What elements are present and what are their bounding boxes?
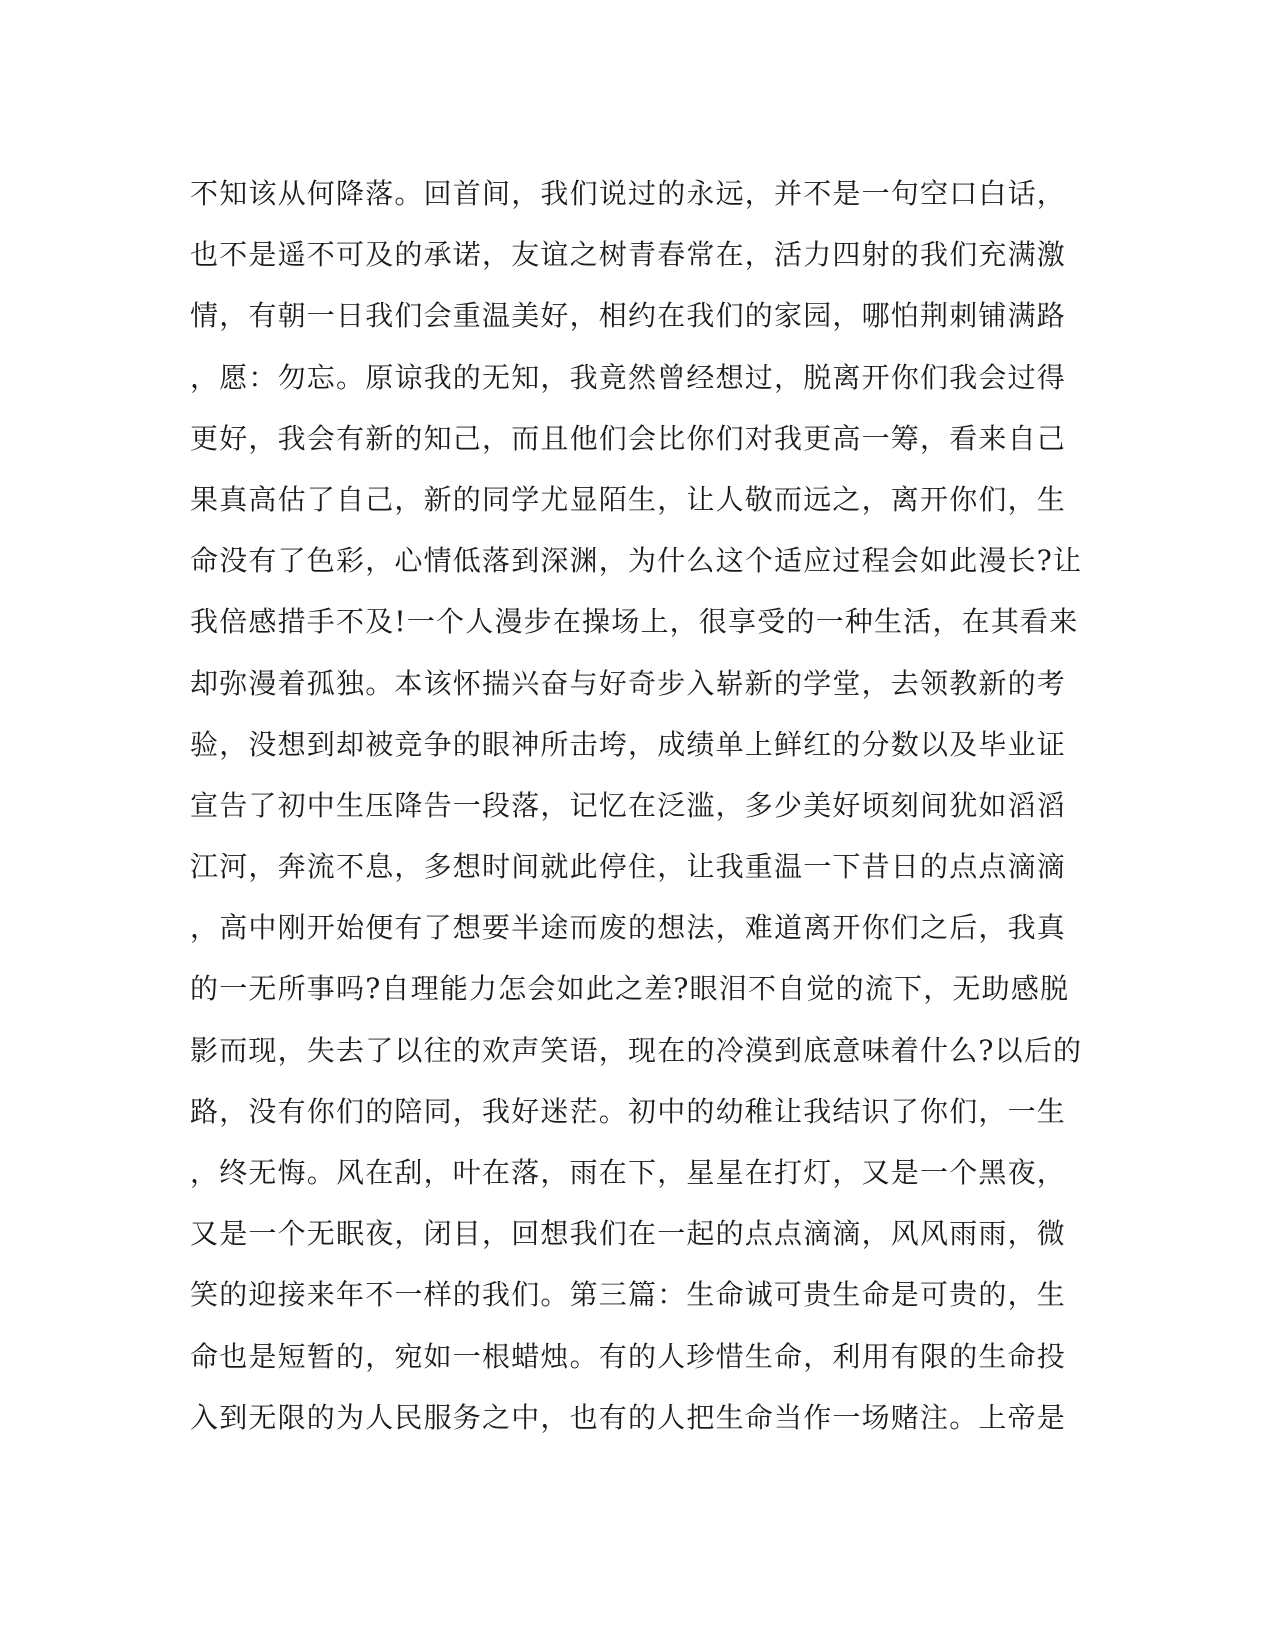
text-line: 路，没有你们的陪同，我好迷茫。初中的幼稚让我结识了你们，一生 [190, 1094, 1067, 1128]
text-line: ，愿：勿忘。原谅我的无知，我竟然曾经想过，脱离开你们我会过得 [190, 360, 1067, 394]
text-line: 验，没想到却被竞争的眼神所击垮，成绩单上鲜红的分数以及毕业证 [190, 727, 1067, 761]
text-line: ，高中刚开始便有了想要半途而废的想法，难道离开你们之后，我真 [190, 911, 1067, 945]
text-line: 也不是遥不可及的承诺，友谊之树青春常在，活力四射的我们充满激 [190, 238, 1067, 272]
text-line: 我倍感措手不及!一个人漫步在操场上，很享受的一种生活，在其看来 [190, 605, 1079, 639]
text-line: 命也是短暂的，宛如一根蜡烛。有的人珍惜生命，利用有限的生命投 [190, 1339, 1067, 1373]
text-line: 入到无限的为人民服务之中，也有的人把生命当作一场赌注。上帝是 [190, 1400, 1067, 1434]
text-line: 江河，奔流不息，多想时间就此停住，让我重温一下昔日的点点滴滴 [190, 850, 1067, 884]
text-line: ，终无悔。风在刮，叶在落，雨在下，星星在打灯，又是一个黑夜， [190, 1156, 1067, 1189]
text-line: 不知该从何降落。回首间，我们说过的永远，并不是一句空口白话， [190, 177, 1067, 210]
text-line: 更好，我会有新的知己，而且他们会比你们对我更高一筹，看来自己 [190, 421, 1067, 455]
text-line: 又是一个无眠夜，闭目，回想我们在一起的点点滴滴，风风雨雨，微 [190, 1217, 1067, 1251]
text-line: 的一无所事吗?自理能力怎会如此之差?眼泪不自觉的流下，无助感脱 [190, 972, 1070, 1006]
text-line: 影而现，失去了以往的欢声笑语，现在的冷漠到底意味着什么?以后的 [190, 1033, 1083, 1067]
text-line: 果真高估了自己，新的同学尤显陌生，让人敬而远之，离开你们，生 [190, 482, 1067, 516]
text-line: 宣告了初中生压降告一段落，记忆在泛滥，多少美好顷刻间犹如滔滔 [190, 788, 1067, 822]
text-line: 却弥漫着孤独。本该怀揣兴奋与好奇步入崭新的学堂，去领教新的考 [190, 666, 1067, 700]
text-line: 命没有了色彩，心情低落到深渊，为什么这个适应过程会如此漫长?让 [190, 544, 1083, 578]
text-line: 情，有朝一日我们会重温美好，相约在我们的家园，哪怕荆刺铺满路 [190, 299, 1067, 333]
text-line: 笑的迎接来年不一样的我们。第三篇：生命诚可贵生命是可贵的，生 [190, 1278, 1067, 1312]
body-text [190, 163, 1090, 1448]
